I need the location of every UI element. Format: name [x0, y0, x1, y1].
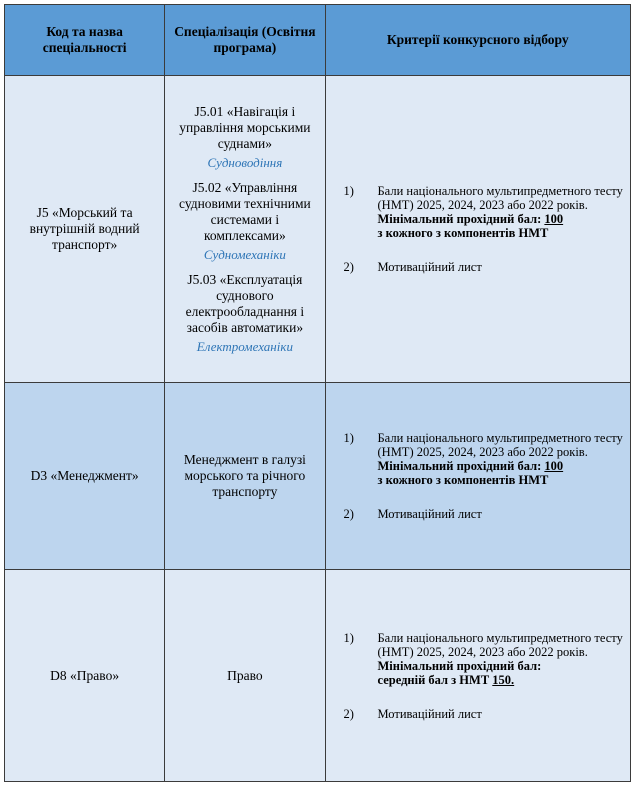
criteria-cell — [325, 76, 631, 383]
min-score-value: 150. — [492, 672, 515, 687]
criteria-item — [336, 431, 625, 487]
min-score-line — [378, 673, 625, 687]
criteria-item — [336, 631, 625, 687]
min-score-value: 100 — [544, 212, 564, 226]
min-score-label: Мінімальний прохідний бал: — [377, 212, 542, 226]
item-number: 1) — [343, 184, 354, 198]
program-name: Менеджмент в галузі морського та річного транспорту — [183, 452, 306, 499]
specialty-code-cell — [5, 76, 165, 383]
item-number: 2) — [343, 706, 354, 721]
program-note: Судноводіння — [207, 154, 283, 170]
header-row — [5, 5, 631, 76]
header-criteria: Критерії конкурсного відбору — [325, 5, 631, 76]
table-row — [5, 76, 631, 383]
item-text: Бали національного мультипредметного тесту (НМТ) 2025, 2024, 2023 або 2022 років. — [377, 184, 623, 212]
criteria-item — [336, 707, 625, 721]
program-note: Судномеханіки — [203, 246, 286, 262]
specialty-code: J5 «Морський та внутрішній водний транспорт» — [29, 205, 140, 252]
specialization-cell — [165, 76, 325, 383]
item-number: 2) — [343, 260, 354, 274]
program-note: Електромеханіки — [196, 338, 293, 354]
min-score-prefix: середній бал з НМТ — [377, 672, 490, 687]
item-number: 1) — [343, 431, 354, 445]
specialization-cell — [165, 570, 325, 782]
min-score-tail: з кожного з компонентів НМТ — [377, 226, 549, 240]
specialty-code-cell — [5, 383, 165, 570]
item-text: Мотиваційний лист — [377, 706, 482, 721]
table-row — [5, 383, 631, 570]
program-name: J5.03 «Експлуатація суднового електрообладнання і засобів автоматики» — [185, 271, 305, 335]
item-text: Мотиваційний лист — [377, 507, 482, 521]
specialty-code-cell — [5, 570, 165, 782]
min-score-label: Мінімальний прохідний бал: — [377, 658, 542, 673]
specialty-code: D3 «Менеджмент» — [30, 468, 139, 483]
min-score-tail: з кожного з компонентів НМТ — [377, 473, 549, 487]
criteria-item — [336, 260, 625, 274]
item-number: 1) — [343, 630, 354, 645]
program-name: Право — [227, 667, 263, 683]
min-score-label: Мінімальний прохідний бал: — [377, 459, 542, 473]
criteria-item — [336, 184, 625, 240]
min-score-line — [378, 459, 625, 473]
criteria-cell — [325, 570, 631, 782]
header-code: Код та назва спеціальності — [5, 5, 165, 76]
criteria-cell — [325, 383, 631, 570]
item-text: Мотиваційний лист — [377, 260, 482, 274]
admission-table — [4, 4, 631, 782]
item-text: Бали національного мультипредметного тесту (НМТ) 2025, 2024, 2023 або 2022 років. — [377, 630, 623, 659]
header-specialization: Спеціалізація (Освітня програма) — [165, 5, 325, 76]
specialty-code: D8 «Право» — [50, 667, 120, 683]
table-row — [5, 570, 631, 782]
item-number: 2) — [343, 507, 354, 521]
min-score-line — [378, 212, 625, 226]
program-name: J5.02 «Управління судновими технічними системами і комплексами» — [179, 179, 311, 243]
program-name: J5.01 «Навігація і управління морськими суднами» — [179, 103, 311, 151]
criteria-item — [336, 507, 625, 521]
min-score-value: 100 — [544, 459, 564, 473]
specialization-cell — [165, 383, 325, 570]
item-text: Бали національного мультипредметного тесту (НМТ) 2025, 2024, 2023 або 2022 років. — [377, 431, 623, 459]
